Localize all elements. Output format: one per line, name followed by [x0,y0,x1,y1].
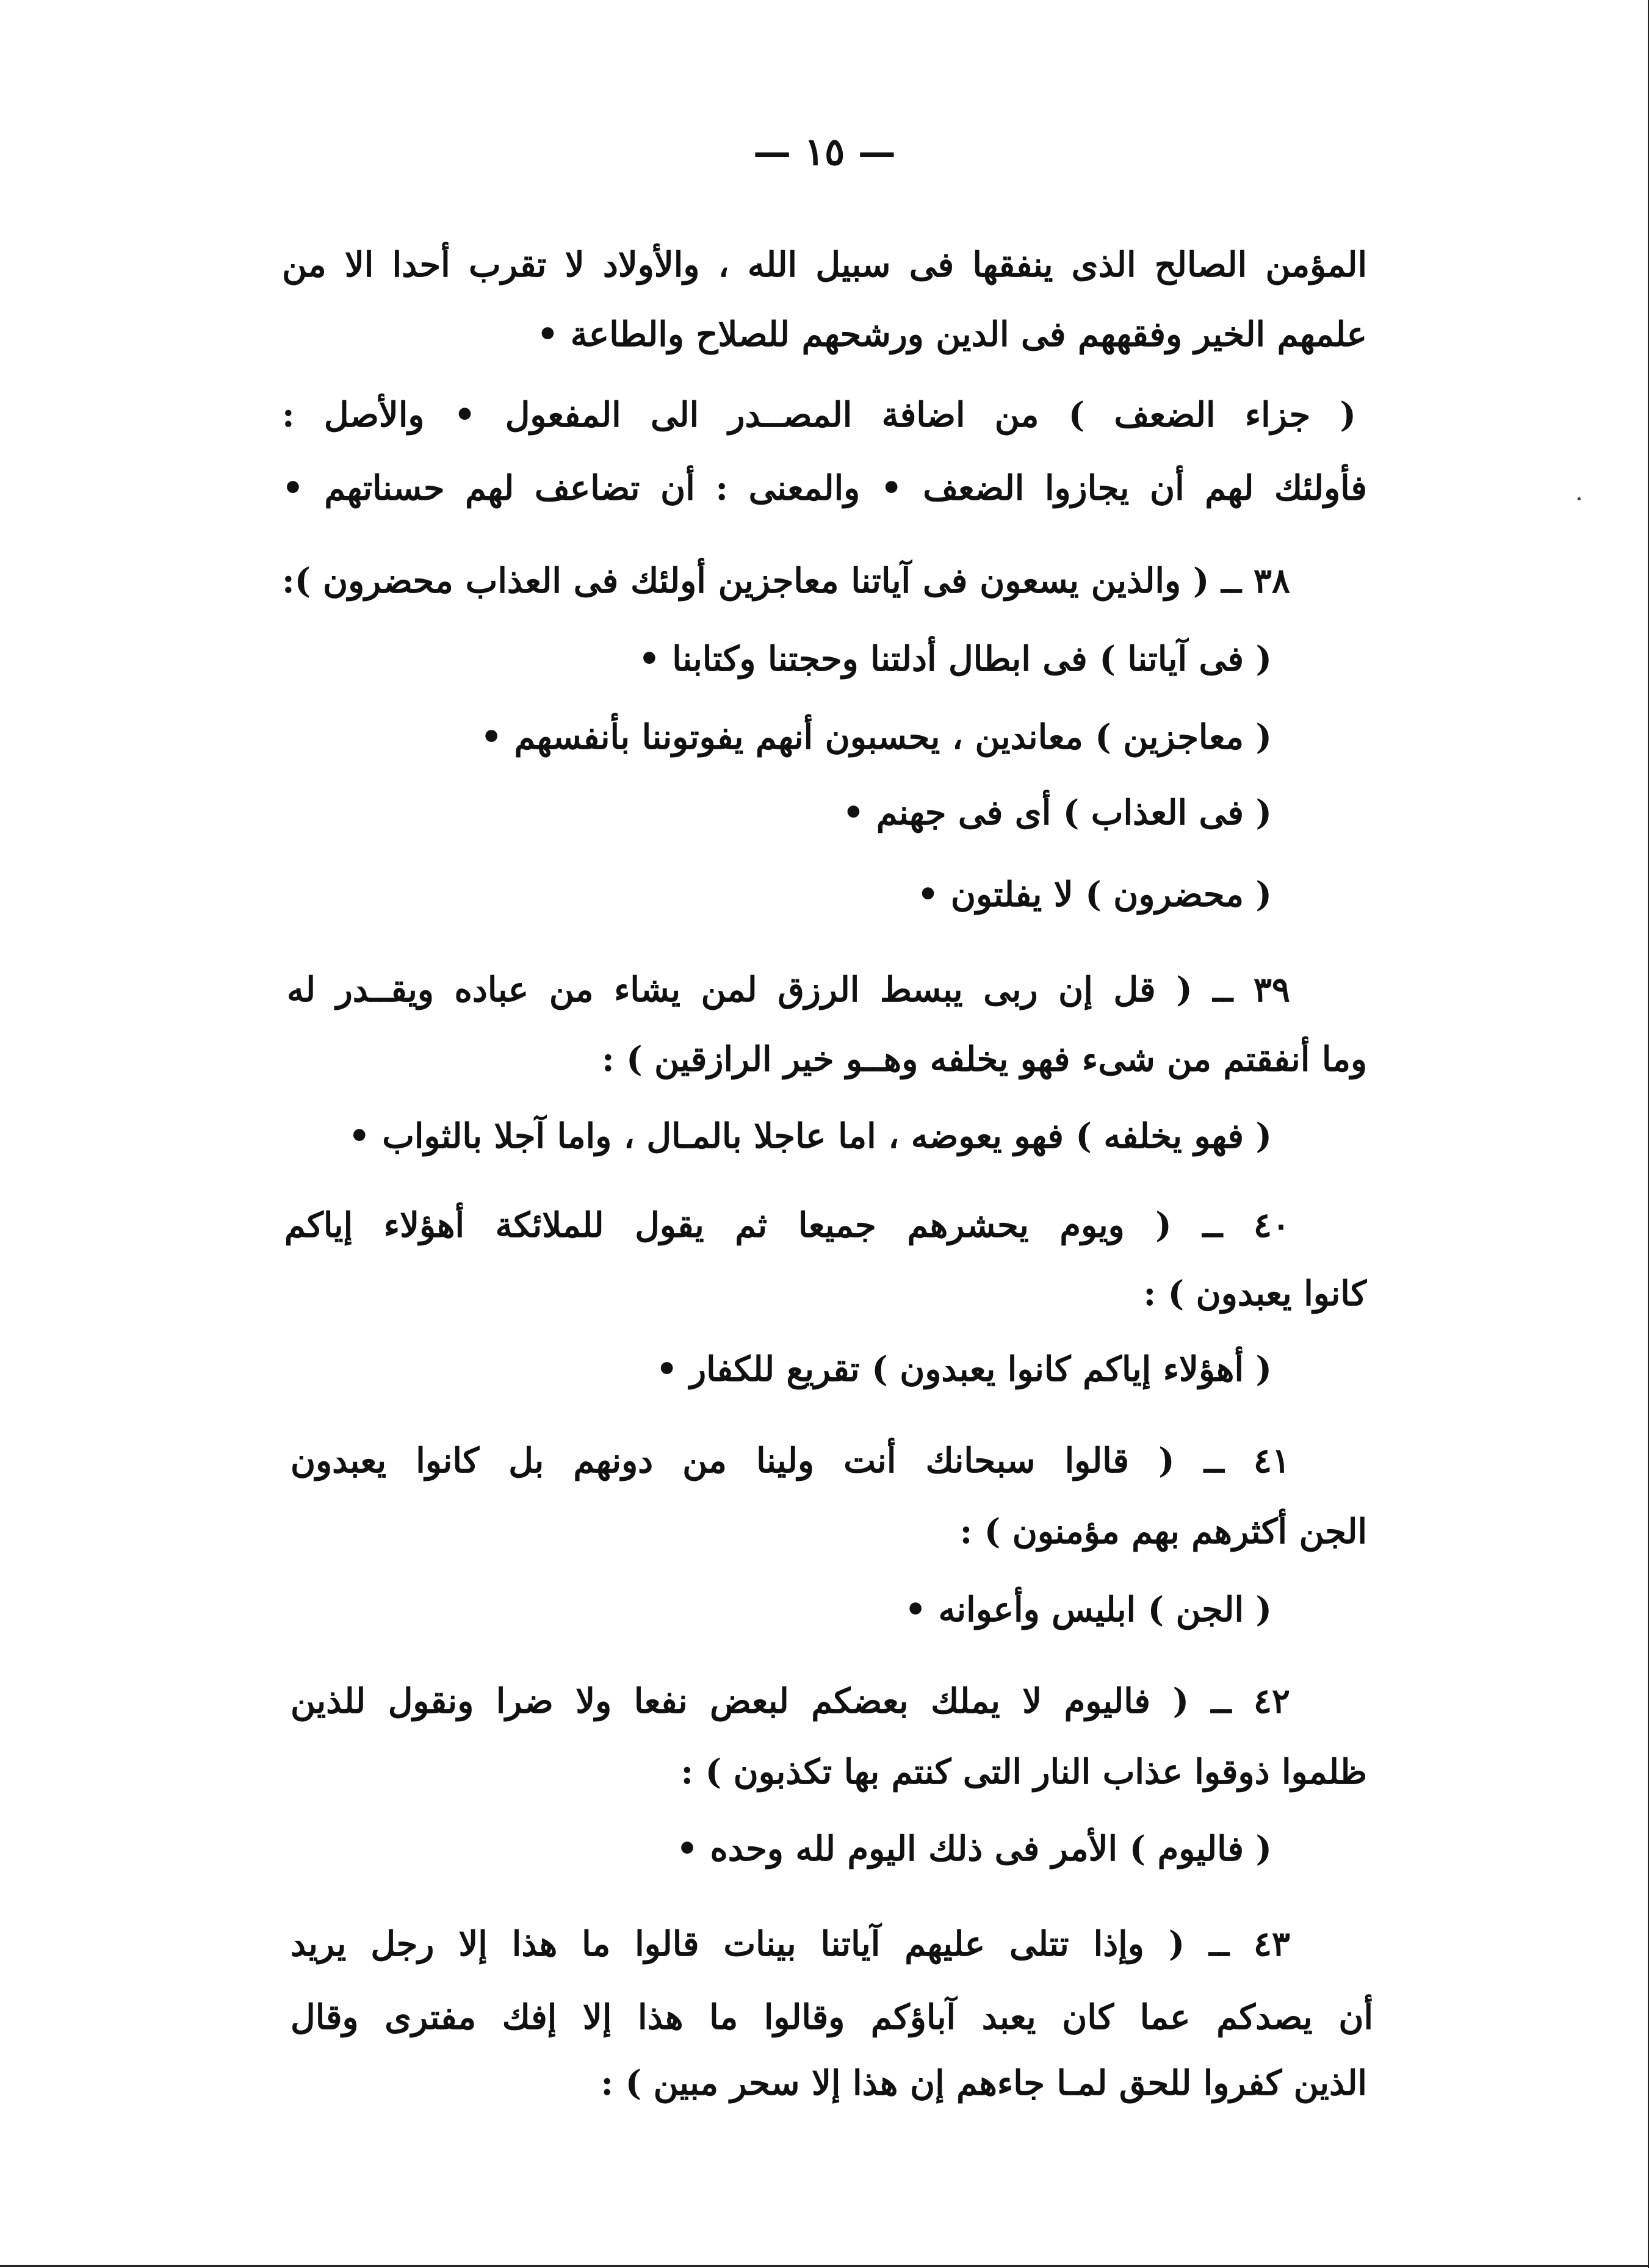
text-line: ٤٢ ــ ( فاليوم لا يملك بعضكم لبعض نفعا ولا ضرا ونقول للذين [290,1681,1290,1721]
text-line: ظلموا ذوقوا عذاب النار التى كنتم بها تكذبون ) : [680,1752,1367,1792]
text-line: ( محضرون ) لا يفلتون • [917,874,1272,915]
text-line: ( معاجزين ) معاندين ، يحسبون أنهم يفوتوننا بأنفسهم • [480,717,1272,757]
text-line: علمهم الخير وفقههم فى الدين ورشحهم للصلاح والطاعة • [536,314,1367,355]
text-line: ( فهو يخلفه ) فهو يعوضه ، اما عاجلا بالمـال ، واما آجلا بالثواب • [348,1116,1272,1156]
page-number: — ١٥ — [753,129,896,174]
page-edge-bottom [0,2265,1649,2267]
text-line: ( فى العذاب ) أى فى جهنم • [842,793,1272,833]
text-line: ٣٨ ــ ( والذين يسعون فى آياتنا معاجزين أولئك فى العذاب محضرون ): [282,561,1290,601]
scan-speck [1578,497,1581,500]
text-line: أن يصدكم عما كان يعبد آباؤكم وقالوا ما هذا إلا إفك مفترى وقال [290,1997,1373,2037]
text-line: وما أنفقتم من شىء فهو يخلفه وهــو خير الرازقين ) : [601,1039,1367,1079]
text-line: ( فى آياتنا ) فى ابطال أدلتنا وحجتنا وكتابنا • [638,639,1272,679]
text-line: المؤمن الصالح الذى ينفقها فى سبيل الله ، والأولاد لا تقرب أحدا الا من [282,245,1367,285]
text-line: ٤٣ ــ ( وإذا تتلى عليهم آياتنا بينات قالوا ما هذا إلا رجل يريد [290,1924,1290,1964]
text-line: ( جزاء الضعف ) من اضافة المصــدر الى المفعول • والأصل : [282,395,1356,435]
text-line: ٤٠ ــ ( ويوم يحشرهم جميعا ثم يقول للملائكة أهؤلاء إياكم [284,1205,1290,1245]
text-line: ٤١ ــ ( قالوا سبحانك أنت ولينا من دونهم بل كانوا يعبدون [290,1441,1290,1481]
text-line: فأولئك لهم أن يجازوا الضعف • والمعنى : أن تضاعف لهم حسناتهم • [282,468,1367,508]
text-line: الجن أكثرهم بهم مؤمنون ) : [959,1511,1367,1552]
text-line: كانوا يعبدون ) : [1143,1273,1367,1314]
text-line: ( أهؤلاء إياكم كانوا يعبدون ) تقريع للكفار • [655,1349,1272,1389]
text-line: ( فاليوم ) الأمر فى ذلك اليوم لله وحده • [676,1829,1272,1869]
text-line: ( الجن ) ابليس وأعوانه • [904,1589,1272,1630]
text-line: ٣٩ ــ ( قل إن ربى يبسط الرزق لمن يشاء من عباده ويقــدر له [287,970,1290,1010]
text-line: الذين كفروا للحق لمـا جاءهم إن هذا إلا سحر مبين ) : [601,2063,1367,2103]
